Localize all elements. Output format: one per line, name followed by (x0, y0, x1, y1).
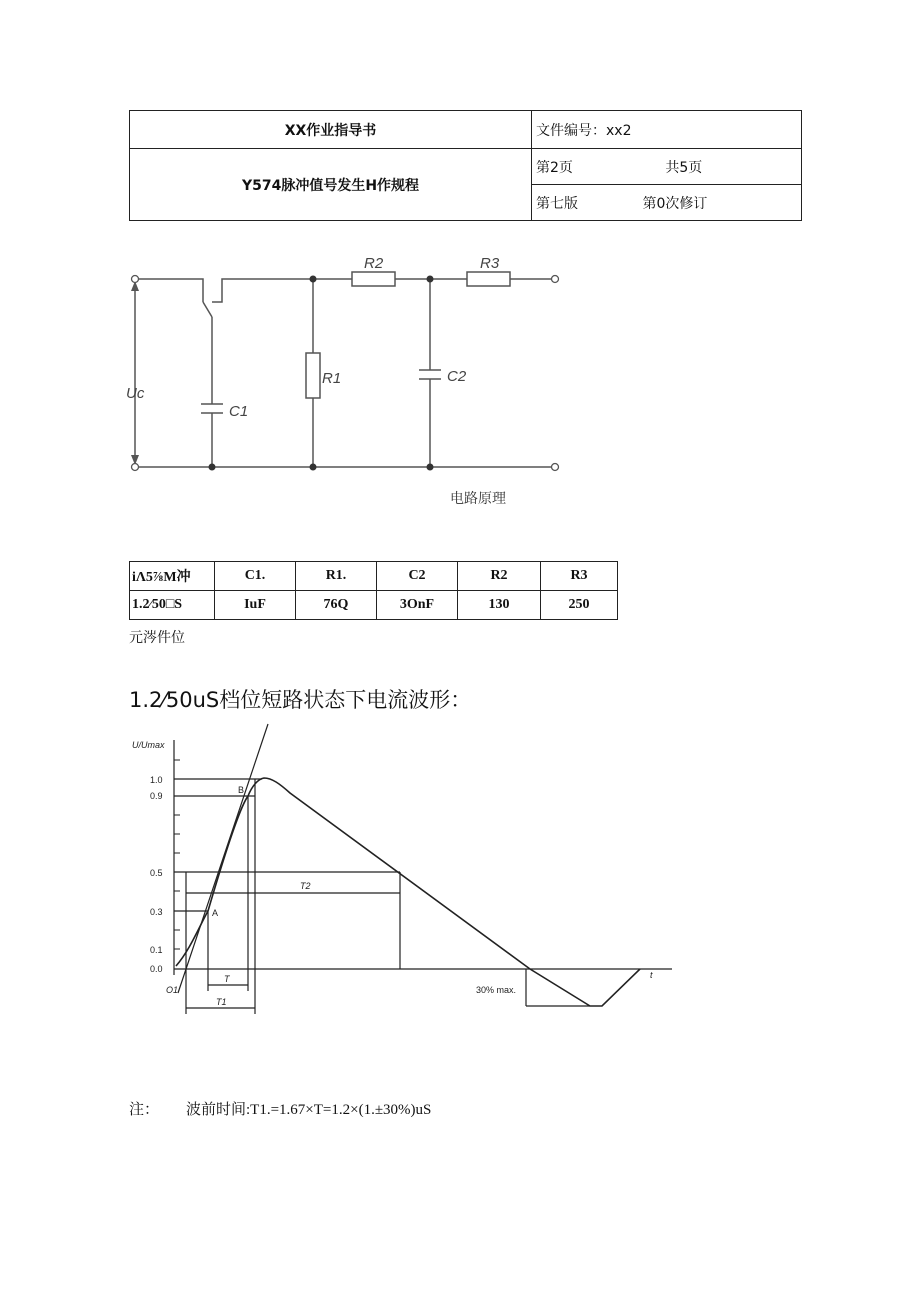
param-value: IuF (215, 591, 296, 620)
param-header: C2 (377, 562, 458, 591)
note-label: 注： (129, 1102, 160, 1118)
undershoot-label: 30% max. (476, 985, 517, 995)
tick-label: 0.3 (150, 907, 163, 917)
waveform-heading: 1.2⁄50uS档位短路状态下电流波形： (129, 688, 472, 712)
param-value: 130 (458, 591, 541, 620)
param-header: iΛ5⅞M冲 (130, 562, 215, 591)
tick-label: 0.0 (150, 964, 163, 974)
param-value: 1.2⁄50□S (130, 591, 215, 620)
origin-label: O1 (166, 985, 179, 995)
t-axis-label: t (650, 970, 653, 980)
param-header: R3 (541, 562, 618, 591)
page-total: 共5页 (665, 159, 703, 176)
page-number: 第2页 (536, 159, 573, 176)
point-b-label: B (238, 785, 245, 795)
doc-subtitle: Y574脉冲值号发生H作规程 (130, 149, 532, 221)
tick-label: 0.5 (150, 868, 163, 878)
label-c1: C1 (229, 403, 249, 420)
revision: 第0次修订 (642, 195, 708, 212)
tick-label: 1.0 (150, 775, 163, 785)
param-value: 3OnF (377, 591, 458, 620)
t-mark-label: T (224, 974, 230, 984)
circuit-caption: 电路原理 (450, 490, 506, 506)
param-header: R1. (296, 562, 377, 591)
param-header: C1. (215, 562, 296, 591)
t2-mark-label: T2 (300, 881, 311, 891)
param-value: 76Q (296, 591, 377, 620)
note-text: 波前时间:T1.=1.67×T=1.2×(1.±30%)uS (186, 1102, 432, 1118)
label-r1: R1 (322, 370, 342, 387)
label-r3: R3 (480, 255, 500, 272)
param-value: 250 (541, 591, 618, 620)
y-axis-label: U/Umax (132, 740, 165, 750)
label-uc: Uc (126, 385, 145, 402)
table-caption: 元涔件位 (129, 630, 185, 646)
edition: 第七版 (536, 195, 578, 212)
param-header: R2 (458, 562, 541, 591)
tick-label: 0.1 (150, 945, 163, 955)
point-a-label: A (212, 908, 219, 918)
doc-number: 文件编号：xx2 (532, 111, 802, 149)
label-c2: C2 (447, 368, 467, 385)
tick-label: 0.9 (150, 791, 163, 801)
label-r2: R2 (364, 255, 384, 272)
doc-title: XX作业指导书 (130, 111, 532, 149)
t1-mark-label: T1 (216, 997, 227, 1007)
